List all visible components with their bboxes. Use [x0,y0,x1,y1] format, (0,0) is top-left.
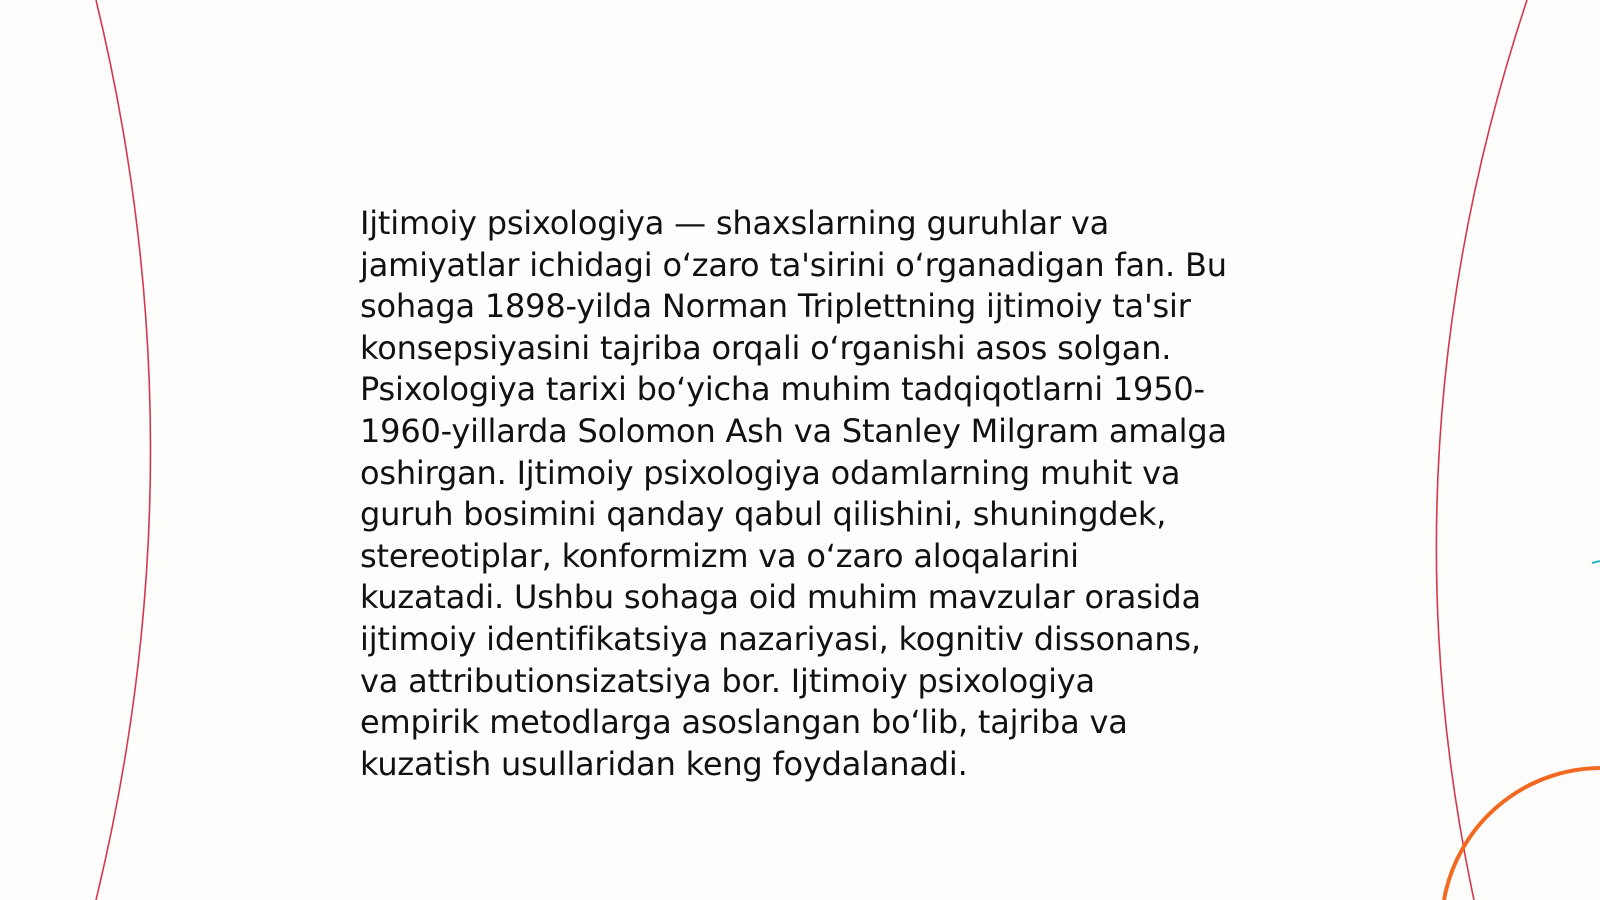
text-line: guruh bosimini qanday qabul qilishini, shuningdek, [360,495,1167,534]
text-line: oshirgan. Ijtimoiy psixologiya odamlarning muhit va [360,453,1181,492]
text-line: empirik metodlarga asoslangan boʻlib, tajriba va [360,703,1128,742]
text-line: sohaga 1898-yilda Norman Triplettning ijtimoiy ta'sir [360,287,1191,326]
text-line: konsepsiyasini tajriba orqali oʻrganishi asos solgan. [360,328,1172,367]
slide-body-text [360,203,1260,785]
left-arc-line [96,0,151,900]
text-line: kuzatish usullaridan keng foydalanadi. [360,744,968,783]
text-line: kuzatadi. Ushbu sohaga oid muhim mavzular orasida [360,578,1201,617]
teal-mark [1592,561,1600,563]
text-line: Psixologiya tarixi boʻyicha muhim tadqiqotlarni 1950- [360,370,1205,409]
text-line: va attributionsizatsiya bor. Ijtimoiy psixologiya [360,661,1095,700]
right-arc-line [1436,0,1527,900]
text-line: stereotiplar, konformizm va oʻzaro aloqalarini [360,536,1079,575]
text-line: Ijtimoiy psixologiya — shaxslarning guruhlar va [360,204,1109,242]
text-line: jamiyatlar ichidagi oʻzaro ta'sirini oʻrganadigan fan. Bu [360,245,1227,284]
text-line: 1960-yillarda Solomon Ash va Stanley Milgram amalga [360,411,1227,450]
text-line: ijtimoiy identifikatsiya nazariyasi, kognitiv dissonans, [360,619,1201,658]
orange-arc [1444,768,1600,900]
